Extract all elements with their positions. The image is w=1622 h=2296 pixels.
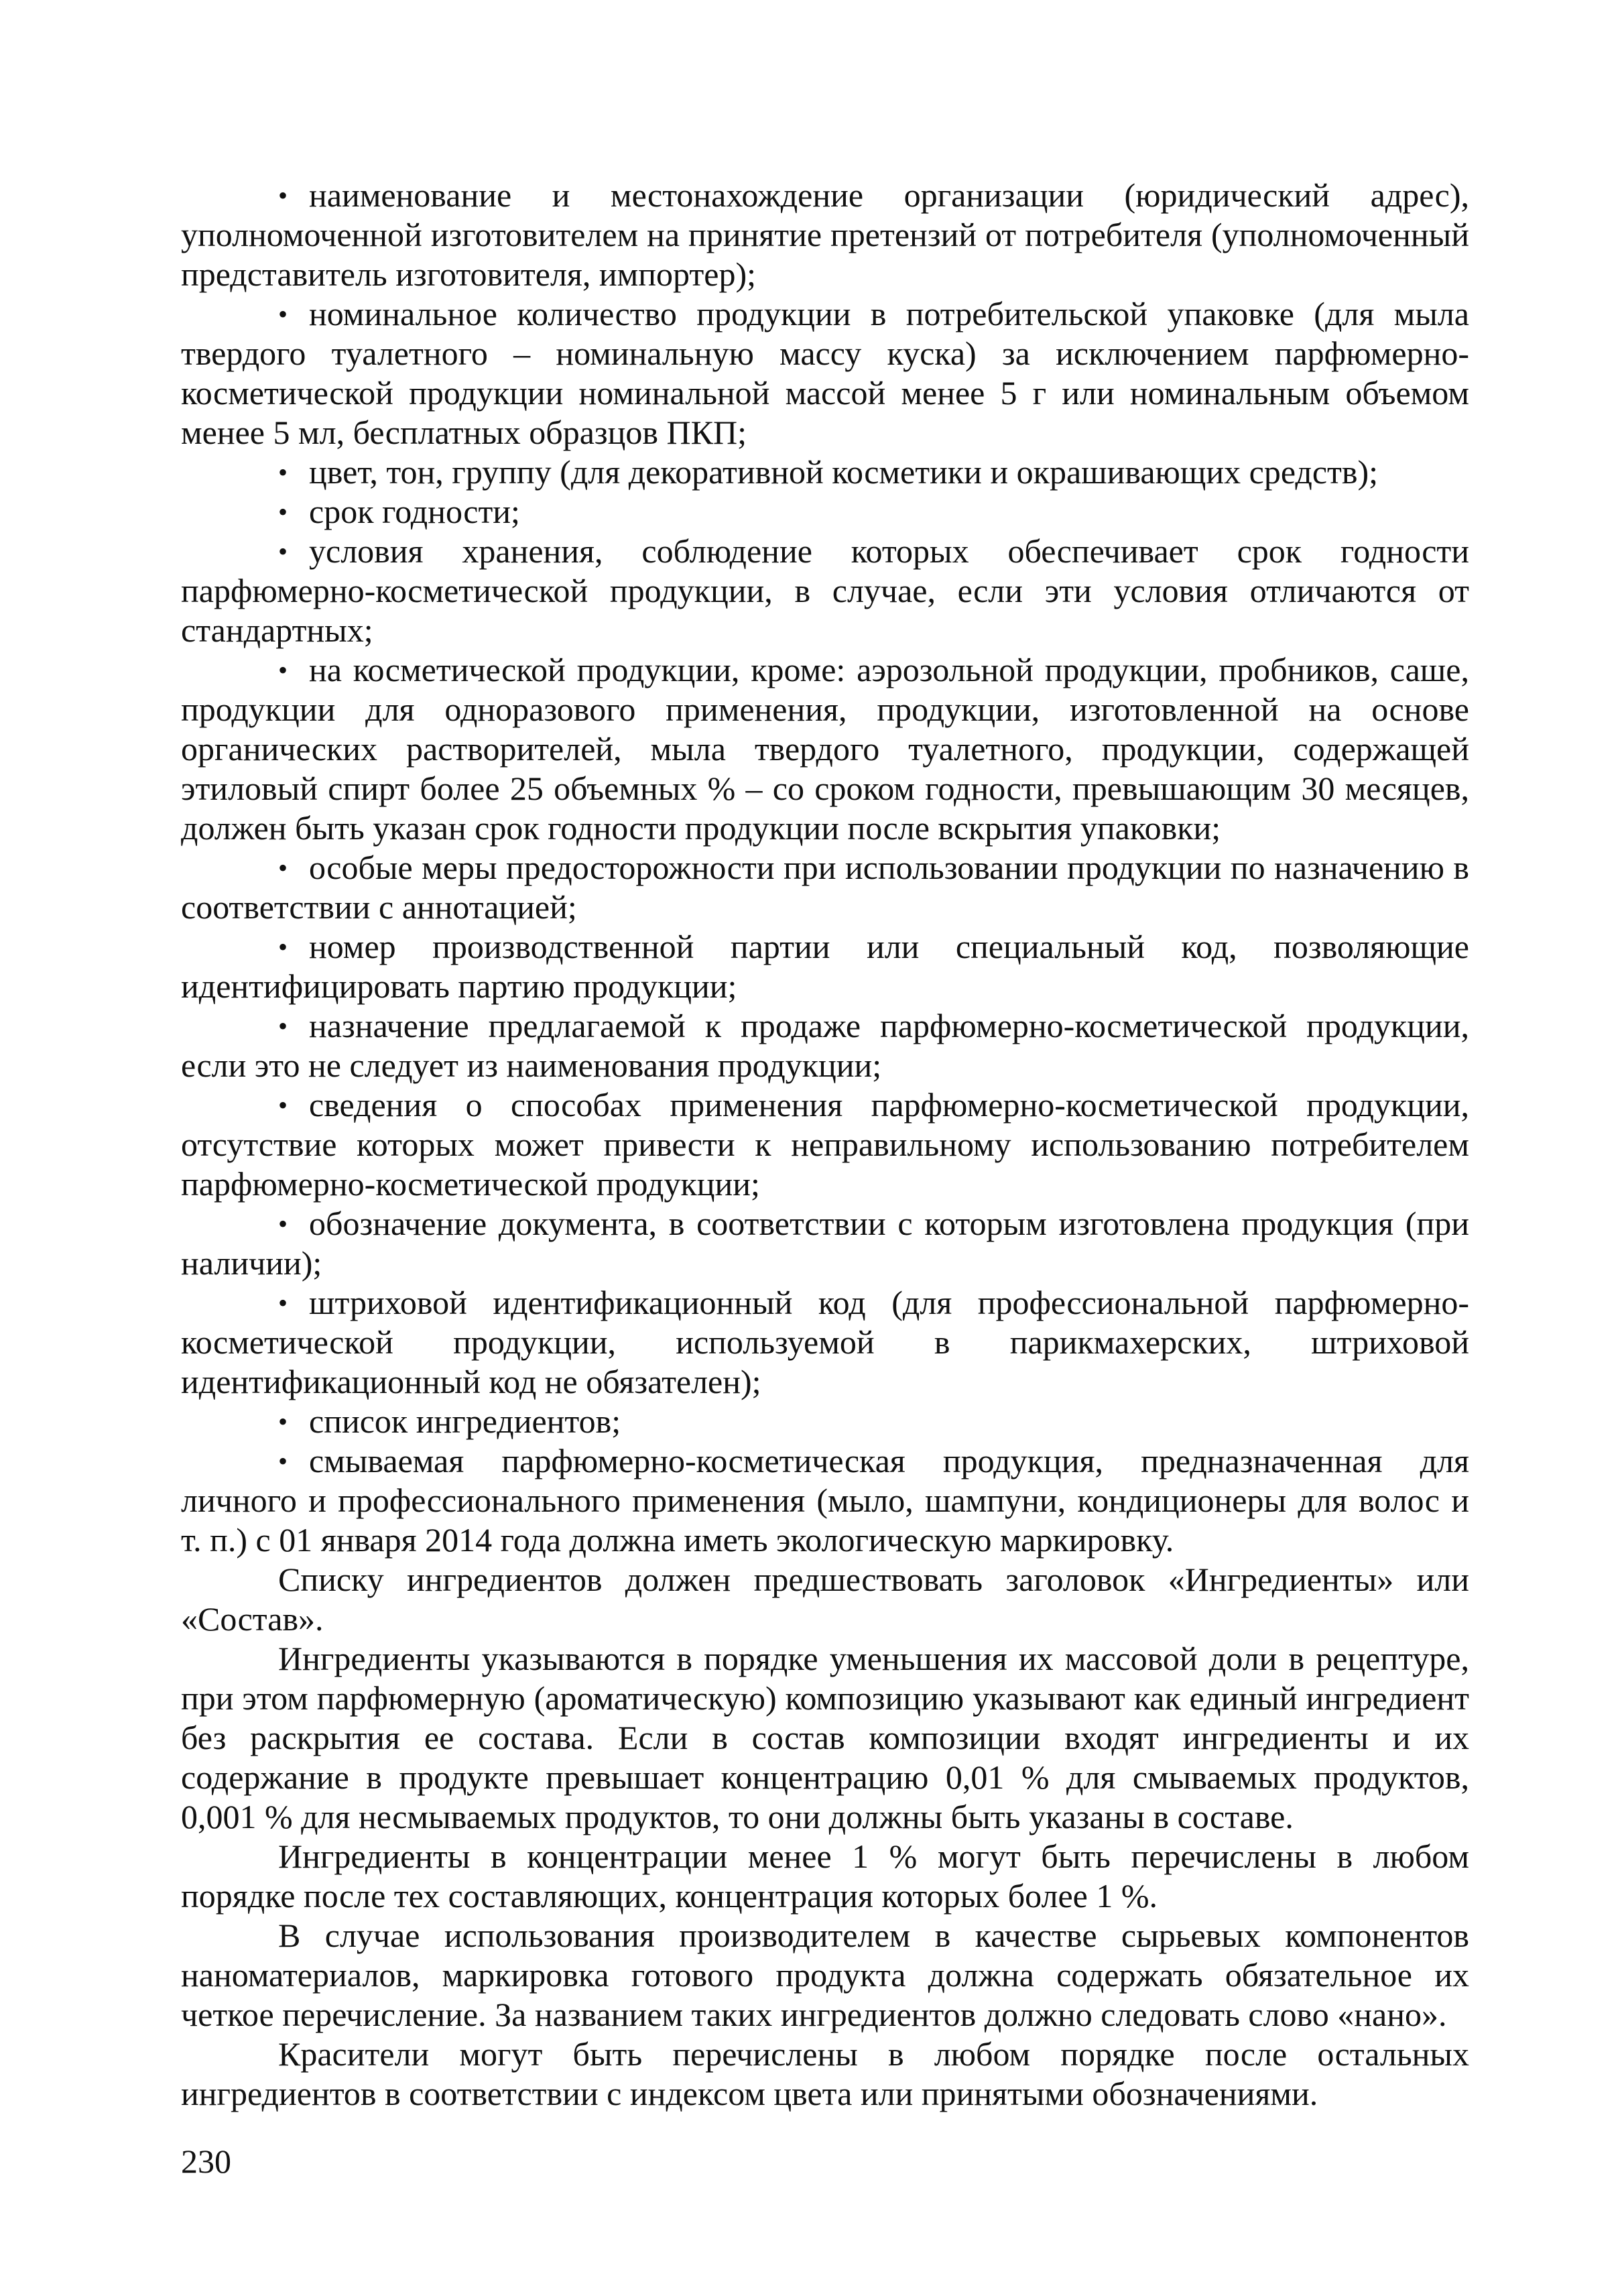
bullet-item (181, 492, 1469, 532)
bullet-item (181, 1441, 1469, 1560)
bullet-icon: • (278, 497, 288, 527)
bullet-item (181, 927, 1469, 1006)
bullet-icon: • (278, 1011, 288, 1041)
bullet-text: цвет, тон, группу (для декоративной косметики и окрашивающих средств); (309, 453, 1379, 491)
bullet-item (181, 176, 1469, 294)
bullet-text: наименование и местонахождение организации (юридический адрес), уполномоченной изготовителем на принятие претензий от потребителя (уполномоченный представитель изготовителя, импортер); (181, 176, 1469, 293)
bullet-icon: • (278, 457, 288, 487)
bullet-icon: • (278, 1288, 288, 1318)
bullet-item (181, 452, 1469, 492)
bullet-item (181, 848, 1469, 927)
bullet-item (181, 1402, 1469, 1441)
bullet-item (181, 1085, 1469, 1204)
bullet-text: номинальное количество продукции в потребительской упаковке (для мыла твердого туалетного – номинальную массу куска) за исключением парфюмерно-косметической продукции номинальной массой менее 5 г или номинальным объемом менее 5 мл, бесплатных образцов ПКП; (181, 295, 1469, 451)
body-paragraph: Ингредиенты в концентрации менее 1 % могут быть перечислены в любом порядке после тех составляющих, концентрация которых более 1 %. (181, 1837, 1469, 1915)
bullet-text: номер производственной партии или специальный код, позволяющие идентифицировать партию продукции; (181, 928, 1469, 1005)
bullet-item (181, 1204, 1469, 1283)
page-body (181, 176, 1469, 2114)
bullet-icon: • (278, 1090, 288, 1120)
bullet-text: смываемая парфюмерно-косметическая продукция, предназначенная для личного и профессионального применения (мыло, шампуни, кондиционеры для волос и т. п.) с 01 января 2014 года должна иметь экологическую маркировку. (181, 1442, 1469, 1559)
bullet-text: штриховой идентификационный код (для профессиональной парфюмерно-косметической продукции, используемой в парикмахерских, штриховой идентификационный код не обязателен); (181, 1284, 1469, 1400)
bullet-item (181, 1006, 1469, 1085)
bullet-item (181, 650, 1469, 848)
bullet-item (181, 294, 1469, 452)
bullet-text: особые меры предосторожности при использовании продукции по назначению в соответствии с аннотацией; (181, 849, 1469, 926)
bullet-item (181, 1283, 1469, 1402)
bullet-text: срок годности; (309, 493, 520, 530)
bullet-text: условия хранения, соблюдение которых обеспечивает срок годности парфюмерно-косметической продукции, в случае, если эти условия отличаются от стандартных; (181, 532, 1469, 649)
bullet-icon: • (278, 1209, 288, 1239)
bullet-text: сведения о способах применения парфюмерно-косметической продукции, отсутствие которых может привести к неправильному использованию потребителем парфюмерно-косметической продукции; (181, 1086, 1469, 1203)
page-number: 230 (181, 2142, 231, 2180)
bullet-item (181, 532, 1469, 650)
bullet-text: на косметической продукции, кроме: аэрозольной продукции, пробников, саше, продукции для одноразового применения, продукции, изготовленной на основе органических растворителей, мыла твердого туалетного, продукции, содержащей этиловый спирт более 25 объемных % – со сроком годности, превышающим 30 месяцев, должен быть указан срок годности продукции после вскрытия упаковки; (181, 651, 1469, 847)
bullet-text: обозначение документа, в соответствии с которым изготовлена продукция (при наличии); (181, 1205, 1469, 1282)
bullet-icon: • (278, 299, 288, 329)
bullet-icon: • (278, 1446, 288, 1476)
bullet-text: назначение предлагаемой к продаже парфюмерно-косметической продукции, если это не следует из наименования продукции; (181, 1007, 1469, 1084)
body-paragraph: В случае использования производителем в качестве сырьевых компонентов наноматериалов, маркировка готового продукта должна содержать обязательное их четкое перечисление. За названием таких ингредиентов должно следовать слово «нано». (181, 1917, 1469, 2033)
bullet-text: список ингредиентов; (309, 1402, 621, 1440)
bullet-icon: • (278, 180, 288, 210)
body-paragraph: Списку ингредиентов должен предшествовать заголовок «Ингредиенты» или «Состав». (181, 1561, 1469, 1638)
bullet-icon: • (278, 655, 288, 685)
body-paragraph: Ингредиенты указываются в порядке уменьшения их массовой доли в рецептуре, при этом парфюмерную (ароматическую) композицию указывают как единый ингредиент без раскрытия ее состава. Если в состав композиции входят ингредиенты и их содержание в продукте превышает концентрацию 0,01 % для смываемых продуктов, 0,001 % для несмываемых продуктов, то они должны быть указаны в составе. (181, 1640, 1469, 1835)
bullet-icon: • (278, 853, 288, 883)
bullet-icon: • (278, 536, 288, 566)
bullet-icon: • (278, 932, 288, 962)
body-paragraph: Красители могут быть перечислены в любом порядке после остальных ингредиентов в соответствии с индексом цвета или принятыми обозначениями. (181, 2035, 1469, 2112)
bullet-icon: • (278, 1406, 288, 1437)
